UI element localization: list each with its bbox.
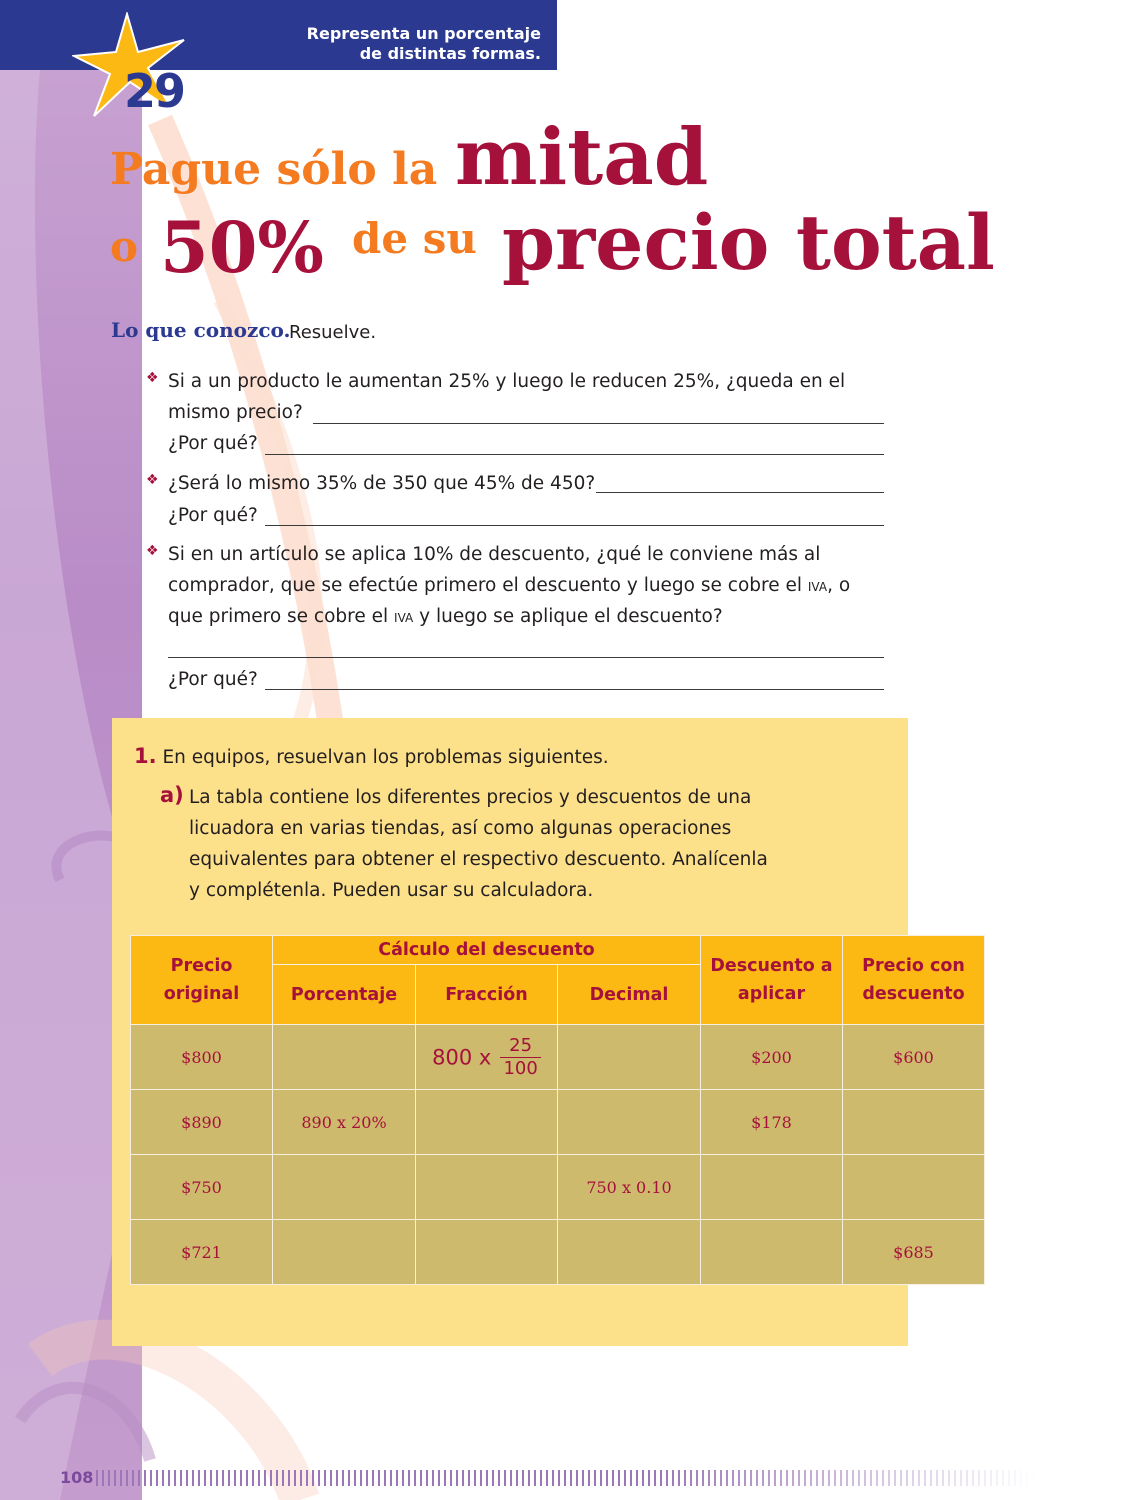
cell-discount[interactable]	[701, 1155, 843, 1220]
cell-fraction[interactable]	[416, 1090, 558, 1155]
section-label: Lo que conozco.	[111, 318, 291, 342]
cell-final[interactable]	[843, 1090, 985, 1155]
page-number: 108	[60, 1468, 94, 1487]
title-part5: de su	[352, 214, 477, 263]
why-label: ¿Por qué?	[168, 669, 258, 690]
discount-table	[130, 935, 985, 1285]
cell-fraction[interactable]	[416, 1220, 558, 1285]
cell-discount: $200	[701, 1025, 843, 1090]
why-label: ¿Por qué?	[168, 505, 258, 526]
bullet-icon: ❖	[146, 472, 159, 488]
table-row	[131, 1025, 985, 1090]
answer-line[interactable]	[265, 689, 884, 690]
cell-percentage[interactable]	[273, 1155, 416, 1220]
title-part4: 50%	[160, 206, 324, 289]
cell-final[interactable]	[843, 1155, 985, 1220]
header-percentage: Porcentaje	[273, 965, 416, 1025]
cell-decimal[interactable]	[558, 1090, 701, 1155]
table-row	[131, 1220, 985, 1285]
question-1-line1: Si a un producto le aumentan 25% y luego le reducen 25%, ¿queda en el	[168, 371, 846, 392]
answer-line[interactable]	[168, 657, 884, 658]
cell-final: $600	[843, 1025, 985, 1090]
fraction: $\frac{25}{100}$	[500, 1035, 540, 1080]
question-2-line1: ¿Será lo mismo 35% de 350 que 45% de 450?	[168, 473, 596, 494]
header-discount-apply: Descuento a aplicar	[701, 936, 843, 1025]
cell-percentage[interactable]	[273, 1220, 416, 1285]
question-3-line3: que primero se cobre el IVA y luego se aplique el descuento?	[168, 606, 723, 627]
answer-line[interactable]	[313, 423, 884, 424]
activity-1: 1. En equipos, resuelvan los problemas siguientes.	[134, 744, 609, 768]
header-fraction: Fracción	[416, 965, 558, 1025]
cell-decimal: 750 x 0.10	[558, 1155, 701, 1220]
cell-decimal[interactable]	[558, 1220, 701, 1285]
table-row	[131, 1090, 985, 1155]
cell-percentage[interactable]	[273, 1025, 416, 1090]
lesson-number: 29	[124, 64, 185, 118]
question-3-line2: comprador, que se efectúe primero el descuento y luego se cobre el IVA, o	[168, 575, 851, 596]
activity-1a-text: La tabla contiene los diferentes precios y descuentos de una licuadora en varias tiendas, así como algunas operaciones equivalentes para obtener el respectivo descuento. Analícenla y complétenla. Pueden usar su calculadora.	[189, 787, 768, 901]
lesson-objective: Representa un porcentaje de distintas formas.	[306, 24, 541, 63]
table-row	[131, 1155, 985, 1220]
question-1-line2: mismo precio?	[168, 402, 303, 423]
activity-1a-label: a)	[160, 783, 184, 807]
section-instruction: Resuelve.	[289, 322, 377, 343]
cell-fraction: 800 x $\frac{25}{100}$	[416, 1025, 558, 1090]
question-3-line1: Si en un artículo se aplica 10% de descuento, ¿qué le conviene más al	[168, 544, 821, 565]
title-part3: o	[110, 222, 139, 271]
cell-fraction[interactable]	[416, 1155, 558, 1220]
header-decimal: Decimal	[558, 965, 701, 1025]
bullet-icon: ❖	[146, 543, 159, 559]
header-discount-calc: Cálculo del descuento	[273, 936, 701, 965]
cell-discount: $178	[701, 1090, 843, 1155]
cell-original: $750	[131, 1155, 273, 1220]
bullet-icon: ❖	[146, 370, 159, 386]
title-part1: Pague sólo la	[110, 144, 438, 195]
cell-final: $685	[843, 1220, 985, 1285]
why-label: ¿Por qué?	[168, 433, 258, 454]
answer-line[interactable]	[596, 492, 884, 493]
answer-line[interactable]	[265, 454, 884, 455]
footer-tick-fade	[96, 1470, 1036, 1486]
title-part2: mitad	[455, 112, 709, 203]
cell-original: $890	[131, 1090, 273, 1155]
answer-line[interactable]	[265, 525, 884, 526]
header-final-price: Precio con descuento	[843, 936, 985, 1025]
title-part6: precio total	[502, 198, 995, 287]
cell-original: $800	[131, 1025, 273, 1090]
cell-percentage: 890 x 20%	[273, 1090, 416, 1155]
cell-decimal[interactable]	[558, 1025, 701, 1090]
cell-discount[interactable]	[701, 1220, 843, 1285]
header-original-price: Precio original	[131, 936, 273, 1025]
cell-original: $721	[131, 1220, 273, 1285]
